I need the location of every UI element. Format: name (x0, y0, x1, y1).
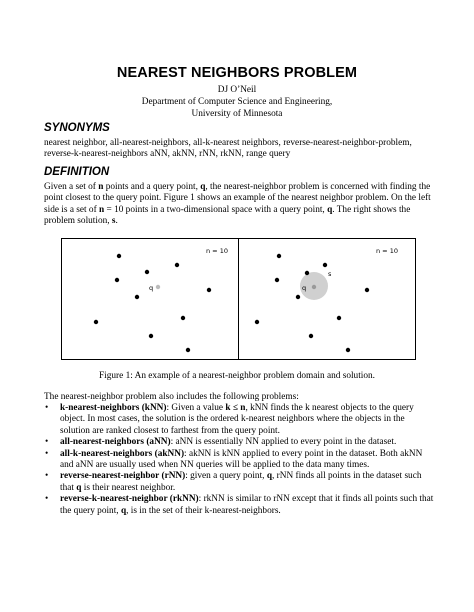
left-point (117, 254, 121, 258)
synonyms-text: nearest neighbor, all-nearest-neighbors, all-k-nearest neighbors, reverse-nearest-neighbor-problem, reverse-k-nearest-neighbors aNN, akNN, rNN, rkNN, range query (44, 138, 412, 160)
right-point (255, 320, 259, 324)
right-point (337, 316, 341, 320)
right-query-label: q (302, 284, 307, 292)
left-point (181, 316, 185, 320)
left-point (115, 278, 119, 282)
left-point (145, 270, 149, 274)
right-point (346, 348, 350, 352)
left-point (186, 348, 190, 352)
list-item: • all-nearest-neighbors (aNN): aNN is essentially NN applied to every point in the dataset. (44, 437, 436, 448)
right-point (305, 271, 309, 275)
problem-list (44, 403, 436, 517)
left-point (94, 320, 98, 324)
left-query-label: q (149, 284, 154, 292)
definition-text: Given a set of n points and a query point, q, the nearest-neighbor problem is concerned with finding the point closest to the query point. Figure 1 shows an example of the nearest neighbor problem. On the left side is a set of n = 10 points in a two-dimensional space with a query point, q. The right shows the problem solution, s. (44, 182, 431, 227)
figure-caption: Figure 1: An example of a nearest-neighbor problem domain and solution. (98, 371, 375, 381)
right-solution-label: s (328, 270, 332, 278)
right-point (296, 295, 300, 299)
list-item: • k-nearest-neighbors (kNN): Given a value k ≤ n, kNN finds the k nearest objects to the query object. In most cases, the solution is the ordered k-nearest neighbors where the objects in the solution are ranked closest to farthest from the query point. (44, 403, 436, 437)
right-point (275, 278, 279, 282)
list-item: • reverse-nearest-neighbor (rNN): given a query point, q, rNN finds all points in the dataset such that q is their nearest neighbor. (44, 471, 436, 494)
left-point (149, 334, 153, 338)
author-university: University of Minnesota (191, 109, 283, 119)
right-point (365, 288, 369, 292)
right-point (309, 334, 313, 338)
definition-heading: DEFINITION (44, 166, 110, 178)
list-item: • reverse-k-nearest-neighbor (rkNN): rkNN is similar to rNN except that it finds all points such that the query point, q, is in the set of their k-nearest-neighbors. (44, 494, 436, 517)
left-n-label: n = 10 (206, 247, 228, 255)
author-department: Department of Computer Science and Engineering, (141, 97, 333, 107)
left-query-point (156, 285, 160, 289)
page-title: NEAREST NEIGHBORS PROBLEM (116, 65, 358, 81)
right-query-point (312, 285, 316, 289)
right-n-label: n = 10 (376, 247, 398, 255)
list-intro: The nearest-neighbor problem also includes the following problems: (44, 392, 299, 402)
figure-1 (61, 238, 416, 360)
right-point (323, 263, 327, 267)
list-item: • all-k-nearest-neighbors (akNN): akNN is kNN applied to every point in the dataset. Both akNN and aNN are usually used when NN queries will be applied to the data many times. (44, 449, 436, 472)
synonyms-heading: SYNONYMS (44, 122, 110, 134)
figure-1-diagram (62, 239, 415, 359)
author-block (0, 84, 474, 120)
author-name: DJ O’Neil (217, 85, 257, 95)
left-point (175, 263, 179, 267)
right-point (277, 254, 281, 258)
left-point (207, 288, 211, 292)
left-point (135, 295, 139, 299)
